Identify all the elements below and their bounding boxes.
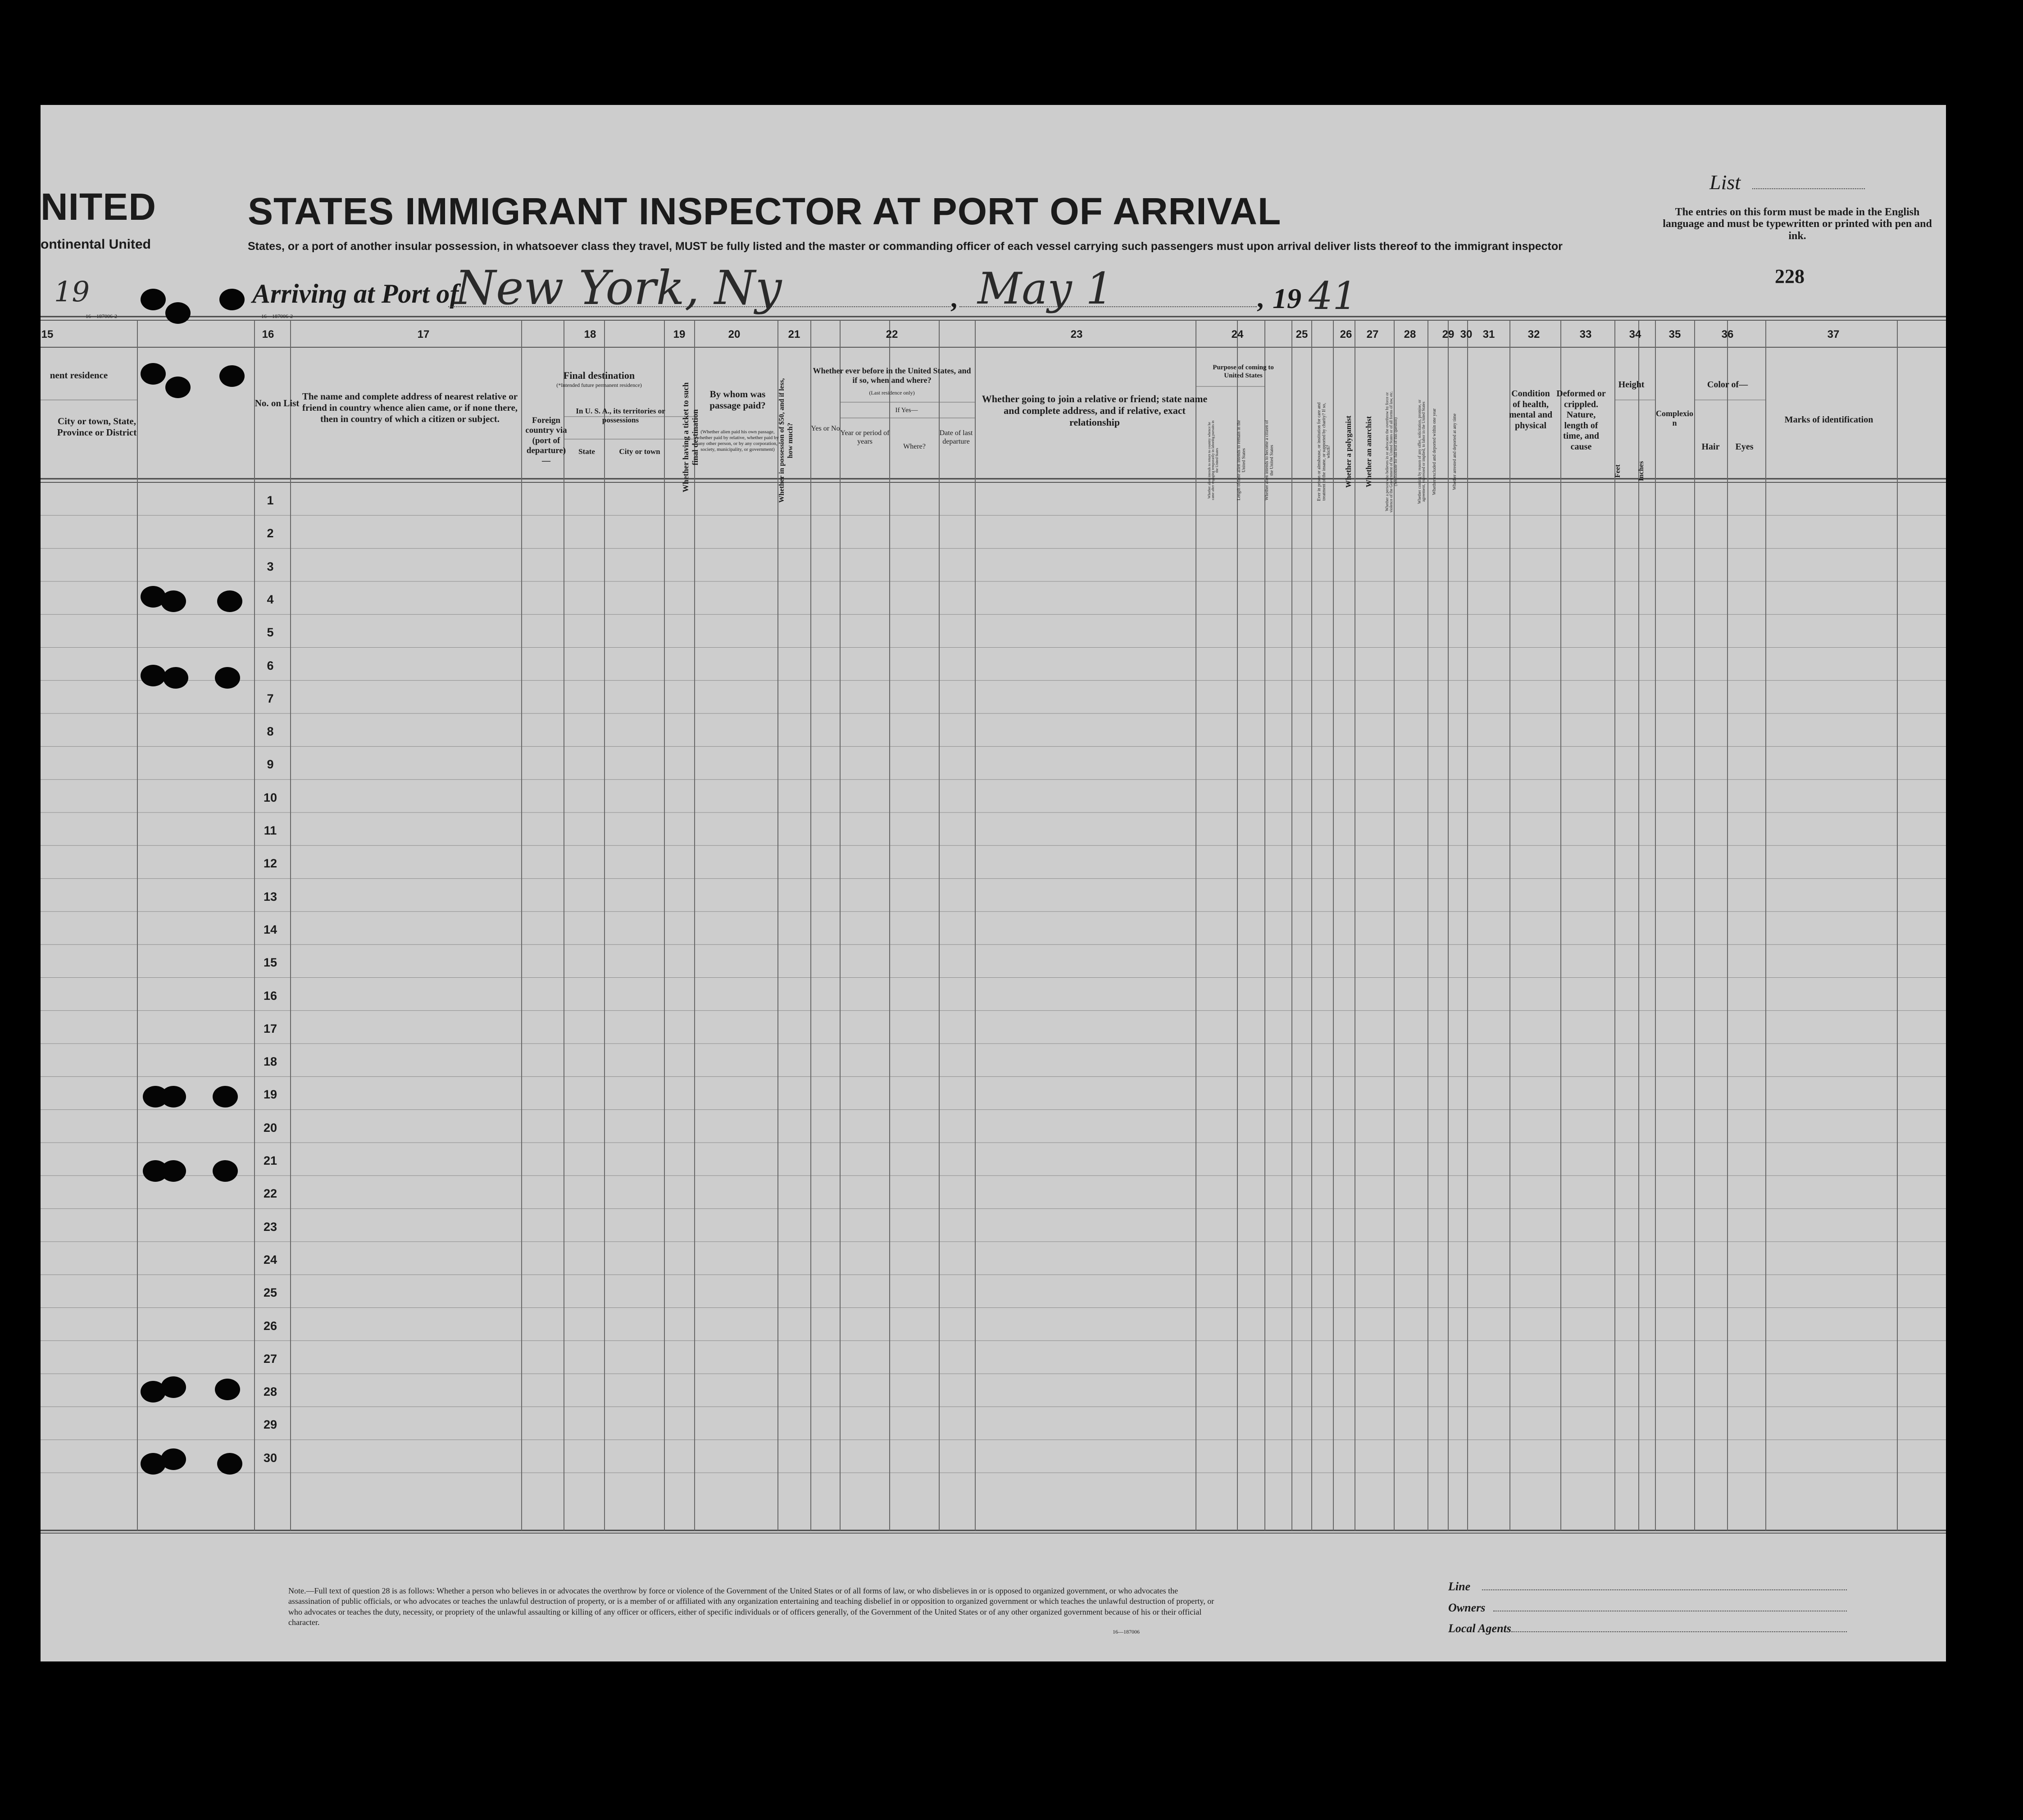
footnote-text: Note.—Full text of question 28 is as follows: Whether a person who believes in or advocates the overthrow by force or violence of the Government of the United States or of all forms of law, or who disbelieves in or is opposed to organized government, or who advocates the assassination of public officials, or who advocates or teaches the unlawful destruction of property, or is a member of or affiliated with any organization entertaining and teaching disbelief in or opposition to organized government or which teaches the unlawful destruction of property, or who advocates or teaches the duty, necessity, or propriety of the unlawful assaulting or killing of any officer or officers, either of specific individuals or of officers generally, of the Government of the United States or of any other organized government because of his or their official character. — [288, 1586, 1214, 1627]
punch-hole — [161, 1160, 186, 1182]
row-number-11: 11 — [264, 824, 277, 837]
row-number-12: 12 — [263, 857, 277, 871]
column-number-36: 36 — [1721, 328, 1734, 340]
list-line — [1752, 188, 1865, 189]
row-number-26: 26 — [263, 1319, 277, 1333]
punch-hole — [219, 289, 245, 310]
row-number-17: 17 — [263, 1021, 277, 1035]
manifest-sheet — [41, 105, 1946, 1661]
column-number-35: 35 — [1668, 328, 1681, 340]
column-number-16: 16 — [262, 328, 274, 340]
col36-eyes: Eyes — [1735, 442, 1754, 452]
col22-yesno: Yes or No — [811, 425, 840, 432]
row-number-13: 13 — [263, 890, 277, 903]
col33-header: Deformed or crippled. Nature, length of time, and cause — [1556, 389, 1606, 452]
punch-hole — [141, 363, 166, 385]
col34-inches: Inches — [1637, 461, 1645, 481]
column-number-31: 31 — [1482, 328, 1495, 340]
col35-header: Complexion — [1656, 409, 1693, 428]
col22-title: Whether ever before in the United States, and if so, when and where? — [813, 366, 971, 385]
column-number-19: 19 — [673, 328, 686, 340]
col22-where: Where? — [903, 443, 926, 450]
year-printed: 19 — [1273, 282, 1301, 314]
page-number: 228 — [1775, 265, 1805, 287]
row-number-1: 1 — [267, 494, 274, 507]
column-number-34: 34 — [1629, 328, 1641, 340]
col17-header: The name and complete address of nearest relative or friend in country whence alien came, or if none there, then in country of which a citizen or subject. — [302, 391, 518, 424]
local-agents-label: Local Agents — [1448, 1622, 1511, 1635]
row-number-27: 27 — [263, 1352, 277, 1366]
col26-header: Whether a polygamist — [1344, 415, 1353, 488]
col18-state: State — [578, 447, 595, 456]
col22-year: Year or period of years — [840, 429, 890, 445]
row-number-18: 18 — [263, 1055, 277, 1069]
page-title: STATES IMMIGRANT INSPECTOR AT PORT OF ARRIVAL — [248, 190, 1282, 232]
col34-feet: Feet — [1614, 464, 1622, 478]
punch-hole — [219, 365, 245, 387]
column-number-33: 33 — [1579, 328, 1592, 340]
row-number-6: 6 — [267, 658, 274, 672]
row-number-29: 29 — [263, 1418, 277, 1432]
column-number-29: 29 — [1442, 328, 1455, 340]
line-field — [1482, 1589, 1847, 1590]
col21-header: Whether in possession of $50, and if less, how much? — [778, 378, 794, 503]
col22-note: (Last residence only) — [869, 390, 915, 396]
col18-city: City or town — [619, 447, 660, 456]
col18-title: Final destination — [563, 370, 635, 381]
page-subtitle: States, or a port of another insular possession, in whatsoever class they travel, MUST be fully listed and the master or commanding officer of each vessel carrying such passengers must upon arrival deliver lists thereof to the immigrant inspector — [248, 240, 1563, 253]
punch-hole — [141, 289, 166, 310]
year-fragment-left: 19 — [54, 275, 90, 308]
row-number-24: 24 — [263, 1253, 277, 1266]
col32-header: Condition of health, mental and physical — [1509, 389, 1553, 431]
row-number-4: 4 — [267, 592, 274, 606]
port-handwritten: New York, Ny — [455, 260, 782, 315]
col24-title: Purpose of coming to United States — [1213, 364, 1274, 379]
col22-date: Date of last departure — [939, 429, 973, 445]
form-number-mid: 16—187006-2 — [261, 313, 293, 319]
comma-1: , — [950, 283, 957, 313]
punch-hole — [161, 590, 186, 612]
footer-form-code: 16—187006 — [1113, 1629, 1140, 1635]
col24-c: Whether alien intends to become a citizen of the United States — [1264, 420, 1274, 501]
form-number-left: 16—187006-2 — [86, 313, 117, 319]
column-number-21: 21 — [788, 328, 800, 340]
column-number-23: 23 — [1070, 328, 1083, 340]
row-number-23: 23 — [263, 1220, 277, 1234]
col18-foreign: Foreign country via (port of departure)— — [525, 416, 567, 466]
row-number-3: 3 — [267, 559, 274, 573]
local-agents-field — [1511, 1631, 1847, 1632]
col24-a: Whether alien intends to return to country whence he came after engaging temporarily in laboring pursuits in the United States — [1207, 420, 1219, 500]
arriving-label: Arriving at Port of — [252, 279, 459, 309]
col22-ifyes: If Yes— — [895, 407, 918, 414]
col30-header: Whether excluded and deported within one year — [1432, 408, 1437, 495]
col20-note: (Whether alien paid his own passage, whether paid by relative, whether paid by any other person, or by any corporation, society, municipality, or government) — [696, 429, 779, 452]
row-number-22: 22 — [263, 1187, 277, 1201]
row-number-15: 15 — [263, 956, 277, 970]
row-number-28: 28 — [263, 1385, 277, 1399]
col24-b: Length of time alien intends to remain in the United States — [1237, 420, 1246, 501]
row-number-16: 16 — [263, 989, 277, 1003]
ruled-grid — [41, 105, 1946, 1661]
row-number-19: 19 — [263, 1088, 277, 1102]
row-number-14: 14 — [263, 922, 277, 936]
date-handwritten: May 1 — [977, 263, 1114, 314]
column-number-25: 25 — [1296, 328, 1308, 340]
row-number-10: 10 — [263, 790, 277, 804]
row-number-20: 20 — [263, 1121, 277, 1135]
punch-hole — [213, 1086, 238, 1107]
title-fragment-left: NITED — [41, 186, 156, 228]
col36-hair: Hair — [1701, 442, 1720, 452]
col19-header: Whether having a ticket to such final destination — [681, 382, 700, 493]
punch-hole — [217, 1453, 242, 1475]
row-number-2: 2 — [267, 526, 274, 540]
comma-2: , — [1257, 283, 1264, 313]
col18-note: (*Intended future permanent residence) — [556, 382, 642, 388]
form-instructions: The entries on this form must be made in the English language and must be typewritten or printed with pen and ink. — [1663, 206, 1932, 242]
punch-hole — [215, 667, 240, 689]
column-number-27: 27 — [1366, 328, 1379, 340]
punch-hole — [217, 590, 242, 612]
owners-label: Owners — [1448, 1601, 1486, 1614]
column-number-17: 17 — [417, 328, 430, 340]
col18-usa: In U. S. A., its territories or possessions — [576, 407, 665, 425]
punch-hole — [213, 1160, 238, 1182]
column-number-26: 26 — [1340, 328, 1352, 340]
col29-header: Whether coming by reason of any offer, solicitation, promise, or agreement, expressed or implied, to labor in the United States — [1417, 399, 1426, 504]
punch-hole — [141, 665, 166, 686]
row-number-5: 5 — [267, 626, 274, 640]
column-number-28: 28 — [1404, 328, 1416, 340]
col36-title: Color of— — [1707, 380, 1748, 390]
col27-header: Whether an anarchist — [1364, 416, 1373, 488]
col31-header: Whether arrested and deported at any time — [1452, 413, 1457, 490]
line-label: Line — [1448, 1580, 1471, 1593]
col20-title: By whom was passage paid? — [709, 389, 766, 411]
col15-top: nent residence — [50, 370, 108, 381]
row-number-7: 7 — [267, 691, 274, 705]
column-number-22: 22 — [886, 328, 898, 340]
col23-header: Whether going to join a relative or friend; state name and complete address, and if relative, exact relationship — [982, 393, 1208, 428]
row-number-25: 25 — [263, 1286, 277, 1300]
punch-hole — [165, 377, 191, 398]
list-label: List — [1709, 171, 1741, 194]
row-number-30: 30 — [263, 1451, 277, 1465]
year-handwritten: 41 — [1309, 274, 1357, 318]
col37-header: Marks of identification — [1784, 415, 1873, 425]
column-number-20: 20 — [728, 328, 741, 340]
subtitle-fragment-left: ontinental United — [41, 237, 151, 252]
col34-title: Height — [1618, 380, 1645, 390]
punch-hole — [163, 667, 188, 689]
col25-header: Ever in prison or almshouse, or institution for care and treatment of the insane, or supported by charity? If so, which? — [1317, 402, 1331, 501]
punch-hole — [215, 1379, 240, 1400]
footnote — [288, 1586, 1221, 1628]
column-number-30: 30 — [1460, 328, 1473, 340]
column-number-18: 18 — [584, 328, 596, 340]
col16-header: No. on List — [255, 398, 300, 408]
punch-hole — [161, 1086, 186, 1107]
col28-header: Whether a person who believes in or advocates the overthrow by force or violence of the Government of the United States or of all forms of law, etc. (See footnote for full text of this question) — [1385, 391, 1398, 513]
row-number-21: 21 — [263, 1154, 277, 1167]
row-number-9: 9 — [267, 758, 274, 772]
col15-header: City or town, State, Province or District — [57, 416, 137, 438]
column-number-37: 37 — [1827, 328, 1840, 340]
column-number-24: 24 — [1231, 328, 1244, 340]
row-number-8: 8 — [267, 725, 274, 739]
punch-hole — [161, 1376, 186, 1398]
punch-hole — [161, 1448, 186, 1470]
column-number-15: 15 — [41, 328, 54, 340]
column-number-32: 32 — [1527, 328, 1540, 340]
punch-hole — [165, 302, 191, 324]
